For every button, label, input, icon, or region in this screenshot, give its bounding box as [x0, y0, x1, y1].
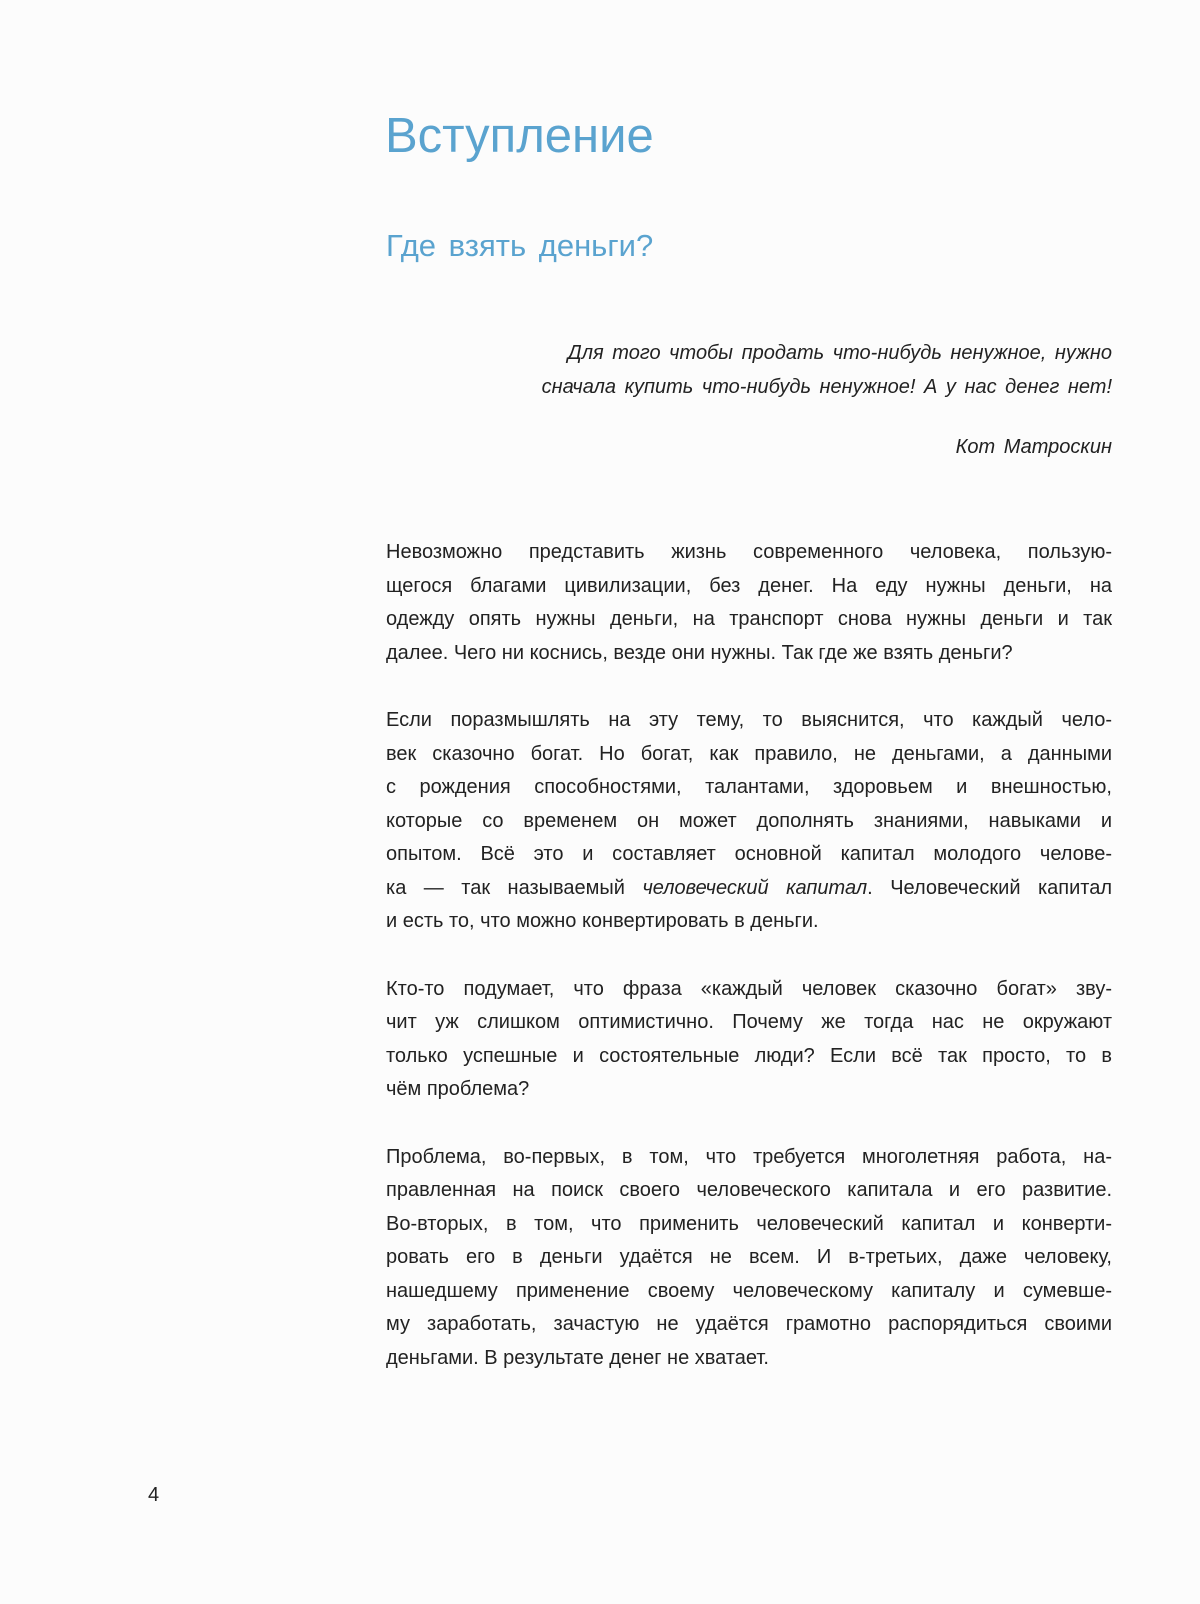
- text-line: Проблема, во-первых, в том, что требуется многолетняя работа, на-: [386, 1145, 1112, 1168]
- text-line: Если поразмышлять на эту тему, то выяснится, что каждый чело-: [386, 709, 1112, 731]
- text-line: правленная на поиск своего человеческого капитала и его развитие.: [386, 1179, 1112, 1201]
- text-line: опытом. Всё это и составляет основной капитал молодого челове-: [386, 843, 1112, 865]
- chapter-title: Вступление: [385, 109, 654, 163]
- text-line: только успешные и состоятельные люди? Если всё так просто, то в: [386, 1044, 1112, 1067]
- text-line: нашедшему применение своему человеческому капиталу и сумевше-: [386, 1279, 1112, 1302]
- page-number: 4: [148, 1484, 160, 1506]
- text-line: далее. Чего ни коснись, везде они нужны. Так где же взять деньги?: [386, 641, 1013, 664]
- text-line: которые со временем он может дополнять знаниями, навыками и: [386, 809, 1112, 832]
- paragraph: [386, 973, 1112, 1107]
- text-line: Невозможно представить жизнь современного человека, пользую-: [386, 541, 1112, 563]
- epigraph-line: сначала купить что-нибудь ненужное! А у нас денег нет!: [541, 376, 1112, 398]
- text-line: одежду опять нужны деньги, на транспорт снова нужны деньги и так: [386, 608, 1112, 630]
- paragraph: [386, 704, 1112, 939]
- epigraph-author: Кот Матроскин: [955, 436, 1112, 458]
- epigraph-line: Для того чтобы продать что-нибудь ненужное, нужно: [567, 342, 1112, 364]
- text-line: ка — так называемый человеческий капитал. Человеческий капитал: [386, 876, 1113, 899]
- text-line: деньгами. В результате денег не хватает.: [386, 1346, 769, 1369]
- text-line: чём проблема?: [386, 1078, 530, 1100]
- paragraph: [386, 536, 1112, 670]
- text-line: Во-вторых, в том, что применить человеческий капитал и конверти-: [386, 1212, 1112, 1235]
- text-line: и есть то, что можно конвертировать в деньги.: [386, 910, 819, 932]
- text-line: му заработать, зачастую не удаётся грамотно распорядиться своими: [386, 1313, 1112, 1335]
- text-line: щегося благами цивилизации, без денег. На еду нужны деньги, на: [386, 574, 1112, 597]
- text-line: Кто-то подумает, что фраза «каждый человек сказочно богат» зву-: [386, 977, 1112, 1000]
- epigraph: [412, 336, 1112, 404]
- section-title: Где взять деньги?: [386, 228, 654, 263]
- text-line: с рождения способностями, талантами, здоровьем и внешностью,: [386, 776, 1112, 798]
- text-line: ровать его в деньги удаётся не всем. И в-третьих, даже человеку,: [386, 1246, 1112, 1268]
- text-line: век сказочно богат. Но богат, как правило, не деньгами, а данными: [386, 742, 1112, 765]
- body-text: [386, 536, 1112, 1409]
- text-line: чит уж слишком оптимистично. Почему же тогда нас не окружают: [386, 1011, 1112, 1033]
- paragraph: [386, 1141, 1112, 1376]
- emphasis: человеческий капитал: [642, 876, 868, 899]
